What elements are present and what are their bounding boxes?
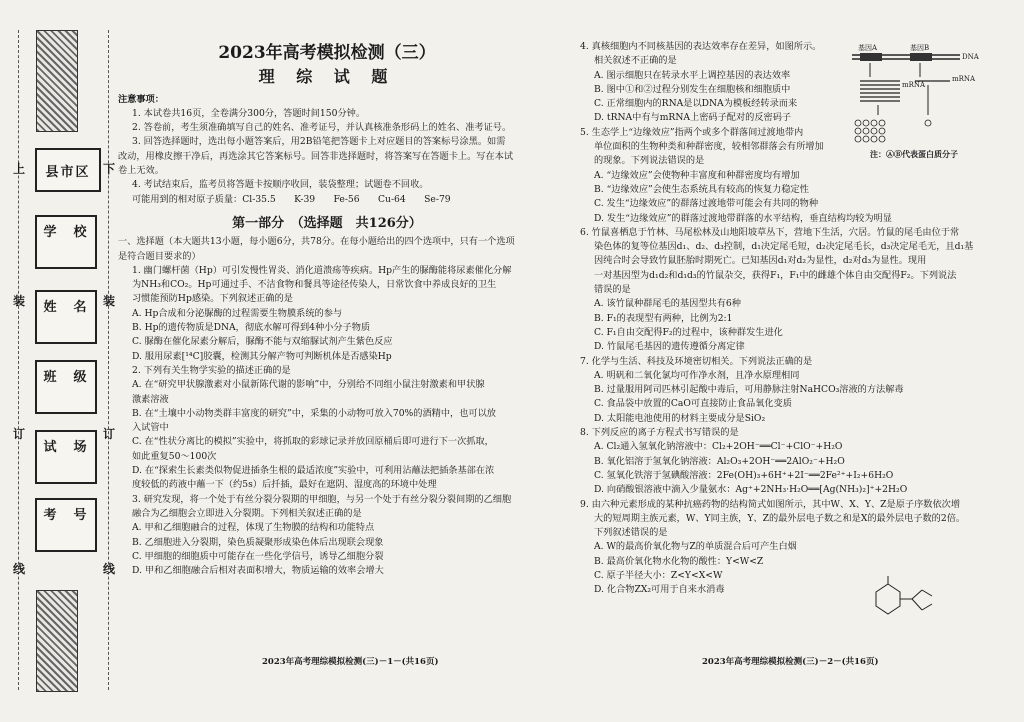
margin-char: 装	[13, 294, 26, 308]
col2-lines-line: 4. 真核细胞内不同核基因的表达效率存在差异，如图所示。	[580, 41, 822, 52]
col2-lines-line: D. tRNA中有与mRNA上密码子配对的反密码子	[594, 112, 792, 124]
notes-block	[118, 93, 536, 207]
col1-lines-line: A. 甲和乙细胞融合的过程，体现了生物膜的结构和功能特点	[132, 522, 375, 534]
col2-lines-line: B. 最高价氧化物水化物的酸性：Y<W<Z	[594, 555, 764, 567]
questions-left	[118, 235, 536, 578]
col1-lines-line: A. Hp合成和分泌脲酶的过程需要生物膜系统的参与	[132, 307, 343, 319]
col2-lines-line: 下列叙述错误的是	[594, 527, 668, 539]
page-title: 2023年高考模拟检测（三）	[218, 43, 436, 63]
col1-lines-line: C. 在“性状分离比的模拟”实验中，将抓取的彩球记录并放回原桶后即可进行下一次抓取，	[132, 436, 494, 448]
notes-line: 1. 本试卷共16页，全卷满分300分，答题时间150分钟。	[132, 107, 366, 119]
notes-line: 注意事项：	[118, 93, 164, 105]
col1-lines-line: 激素溶液	[132, 393, 169, 405]
col2-lines-line: D. 向硝酸银溶液中滴入少量氨水：Ag⁺+2NH₃·H₂O══[Ag(NH₃)₂]⁺+2H₂O	[594, 484, 908, 496]
col2-lines-line: A. 该竹鼠种群尾毛的基因型共有6种	[594, 298, 741, 310]
col2-lines-line: 一对基因型为d₁d₂和d₁d₃的竹鼠杂交，获得F₁，F₁中的雌雄个体自由交配得F₂。下列说法	[594, 269, 957, 281]
notes-line: 可能用到的相对原子质量：Cl-35.5 K-39 Fe-56 Cu-64 Se-79	[132, 193, 451, 205]
left-column	[118, 40, 536, 578]
binding-margin	[0, 0, 128, 722]
col2-lines-line: C. 氢氧化铁溶于氢碘酸溶液：2Fe(OH)₃+6H⁺+2I⁻══2Fe²⁺+I₂+6H₂O	[594, 469, 894, 481]
col2-lines-line: D. 竹鼠尾毛基因的遗传遵循分离定律	[594, 341, 745, 353]
notes-line: 改动，用橡皮擦干净后，再选涂其它答案标号。回答非选择题时，将答案写在答题卡上。写在本试	[118, 150, 514, 162]
col2-lines-line: 大的短周期主族元素，W、Y同主族，Y、Z的最外层电子数之和是X的最外层电子数的2倍。	[594, 512, 966, 524]
notes-line: 4. 考试结束后，监考员将答题卡按顺序收回，装袋整理；试题卷不回收。	[132, 179, 429, 191]
margin-char: 订	[13, 427, 26, 441]
col2-lines-line: C. 发生“边缘效应”的群落过渡地带可能会有共同的物种	[594, 198, 819, 210]
col1-lines-line: D. 在“探索生长素类似物促进插条生根的最适浓度”实验中，可利用沾蘸法把插条基部在浓	[132, 465, 495, 477]
col2-lines-line: C. 原子半径大小：Z<Y<X<W	[594, 569, 723, 581]
col2-lines-line: 染色体的复等位基因d₁、d₂、d₃控制，d₁决定尾毛短，d₂决定尾毛长，d₃决定尾毛无，且d₁基	[594, 241, 974, 253]
notes-line: 2. 答卷前，考生须准确填写自己的姓名、准考证号，并认真核准条形码上的姓名、准考证号。	[132, 122, 512, 134]
col2-lines-line: 6. 竹鼠喜栖息于竹林、马尾松林及山地阳坡草丛下，营地下生活，穴居。竹鼠的尾毛由位于常	[580, 226, 960, 238]
figure-mrna-label-2: mRNA	[952, 75, 976, 83]
margin-char: 装	[103, 294, 116, 308]
col2-lines-line: 7. 化学与生活、科技及环境密切相关。下列说法正确的是	[580, 355, 813, 367]
col1-lines-line: 入试管中	[132, 422, 169, 434]
col2-lines-line: C. 正常细胞内的RNA是以DNA为模板经转录而来	[594, 98, 798, 110]
col1-lines-line: A. 在“研究甲状腺激素对小鼠新陈代谢的影响”中，分别给不同组小鼠注射激素和甲状腺	[132, 379, 485, 391]
col2-lines-line: A. W的最高价氧化物与Z的单质混合后可产生白烟	[594, 541, 797, 553]
page-subtitle: 理 综 试 题	[258, 67, 396, 87]
col2-lines-line: C. F₁自由交配得F₂的过程中，该种群发生进化	[594, 326, 783, 338]
col1-lines-line: 为NH₃和CO₂。Hp可通过手、不洁食物和餐具等途径传染人，日常饮食中养成良好的卫生	[132, 279, 497, 291]
margin-char: 下	[103, 162, 116, 176]
col1-lines-line: B. 在“土壤中小动物类群丰富度的研究”中，采集的小动物可放入70%的酒精中，也可以放	[132, 407, 496, 419]
col2-lines-line: 错误的是	[594, 284, 631, 296]
col2-lines-line: 相关叙述不正确的是	[594, 55, 677, 67]
col1-lines-line: D. 甲和乙细胞融合后相对表面积增大，物质运输的效率会增大	[132, 565, 384, 577]
col1-lines-line: 融合为乙细胞会立即进入分裂期。下列相关叙述正确的是	[132, 507, 362, 519]
figure-gene-b-label: 基因B	[910, 44, 930, 52]
margin-char: 线	[13, 562, 26, 576]
col1-lines-line: 习惯能预防Hp感染。下列叙述正确的是	[132, 293, 293, 305]
notes-line: 3. 回答选择题时，选出每小题答案后，用2B铅笔把答题卡上对应题目的答案标号涂黑。如需	[132, 136, 506, 148]
col2-lines-line: 9. 由六种元素形成的某种抗癌药物的结构简式如图所示，其中W、X、Y、Z是原子序数依次增	[580, 498, 961, 510]
col1-lines-line: 度较低的药液中蘸一下（约5s）后扦插，最好在遮阴、湿度高的环境中处理	[132, 479, 437, 491]
col1-lines-line: 一、选择题（本大题共13小题，每小题6分，共78分。在每小题给出的四个选项中，只有一个选项	[118, 236, 515, 248]
county-box[interactable]: 县市区	[35, 148, 101, 192]
col2-lines-line: B. F₁的表现型有两种，比例为2:1	[594, 312, 733, 324]
col1-lines-line: B. 乙细胞进入分裂期，染色质凝聚形成染色体后出现联会现象	[132, 536, 384, 548]
col2-lines-line: B. 图中①和②过程分别发生在细胞核和细胞质中	[594, 83, 791, 95]
col1-lines-line: 2. 下列有关生物学实验的描述正确的是	[132, 364, 291, 376]
figure-gene-a-label: 基因A	[858, 44, 878, 52]
exam-room-box[interactable]: 试 场	[35, 430, 97, 484]
col1-lines-line: C. 甲细胞的细胞质中可能存在一些化学信号，诱导乙细胞分裂	[132, 550, 384, 562]
col2-lines-line: 的现象。下列说法错误的是	[594, 155, 705, 167]
notes-line: 卷上无效。	[118, 165, 164, 177]
col2-lines-line: B. “边缘效应”会使生态系统具有较高的恢复力稳定性	[594, 183, 809, 195]
col2-lines-line: A. 明矾和二氧化氯均可作净水剂，且净水原理相同	[594, 369, 800, 381]
col2-lines-line: B. 氧化铝溶于氢氧化钠溶液：Al₂O₃+2OH⁻══2AlO₂⁻+H₂O	[594, 455, 845, 467]
col1-lines-line: D. 服用尿素[¹⁴C]胶囊，检测其分解产物可判断机体是否感染Hp	[132, 350, 392, 362]
pattern-top	[36, 30, 78, 132]
figure-dna-label: DNA	[962, 53, 979, 61]
col1-lines-line: 是符合题目要求的）	[118, 250, 201, 262]
section-title: 第一部分 （选择题 共126分）	[232, 215, 422, 231]
name-box[interactable]: 姓 名	[35, 290, 97, 344]
col2-lines-line: D. 发生“边缘效应”的群落过渡地带群落的水平结构，垂直结构均较为明显	[594, 212, 892, 224]
margin-char: 线	[103, 562, 116, 576]
margin-char: 订	[103, 427, 116, 441]
col2-lines-line: B. 过量服用阿司匹林引起酸中毒后，可用静脉注射NaHCO₃溶液的方法解毒	[594, 384, 904, 396]
col2-lines-line: 因纯合时会导致竹鼠胚胎时期死亡。已知基因d₁对d₂为显性，d₂对d₃为显性。现用	[594, 255, 927, 267]
col2-lines-line: C. 食品袋中放置的CaO可直接防止食品氧化变质	[594, 398, 792, 410]
gene-expression-figure	[850, 43, 978, 163]
col2-lines-line: A. Cl₂通入氢氧化钠溶液中：Cl₂+2OH⁻══Cl⁻+ClO⁻+H₂O	[594, 441, 843, 453]
footer-page-2: 2023年高考理综模拟检测(三)－2－(共16页)	[702, 657, 879, 667]
class-box[interactable]: 班 级	[35, 360, 97, 414]
col2-lines-line: D. 化合物ZX₂可用于自来水消毒	[594, 584, 725, 596]
col2-lines-line: D. 太阳能电池使用的材料主要成分是SiO₂	[594, 412, 766, 424]
figure-caption: 注：ⒶⒷ代表蛋白质分子	[870, 149, 958, 159]
margin-char: 上	[13, 162, 26, 176]
col2-lines-line: A. “边缘效应”会使物种丰富度和种群密度均有增加	[594, 169, 800, 181]
col1-lines-line: 如此重复50～100次	[132, 450, 217, 462]
col2-lines-line: 单位面积的生物种类和种群密度，较相邻群落会有所增加	[594, 141, 824, 153]
col1-lines-line: B. Hp的遗传物质是DNA，彻底水解可得到4种小分子物质	[132, 322, 371, 334]
figure-mrna-label-1: mRNA	[902, 81, 926, 89]
col1-lines-line: C. 脲酶在催化尿素分解后，脲酶不能与双缩脲试剂产生紫色反应	[132, 336, 393, 348]
col2-lines-line: 8. 下列反应的离子方程式书写错误的是	[580, 427, 739, 439]
col1-lines-line: 3. 研究发现，将一个处于有丝分裂分裂期的甲细胞，与另一个处于有丝分裂分裂间期的乙细胞	[132, 493, 512, 505]
molecule-structure-figure	[868, 572, 948, 632]
col2-lines-line: A. 图示细胞只在转录水平上调控基因的表达效率	[594, 69, 791, 81]
exam-number-box[interactable]: 考 号	[35, 498, 97, 552]
footer-page-1: 2023年高考理综模拟检测(三)－1－(共16页)	[262, 657, 439, 667]
school-box[interactable]: 学 校	[35, 215, 97, 269]
col1-lines-line: 1. 幽门螺杆菌（Hp）可引发慢性胃炎、消化道溃疡等疾病。Hp产生的脲酶能将尿素催化分解	[132, 264, 512, 276]
col2-lines-line: 5. 生态学上“边缘效应”指两个或多个群落间过渡地带内	[580, 126, 804, 138]
pattern-bottom	[36, 590, 78, 692]
